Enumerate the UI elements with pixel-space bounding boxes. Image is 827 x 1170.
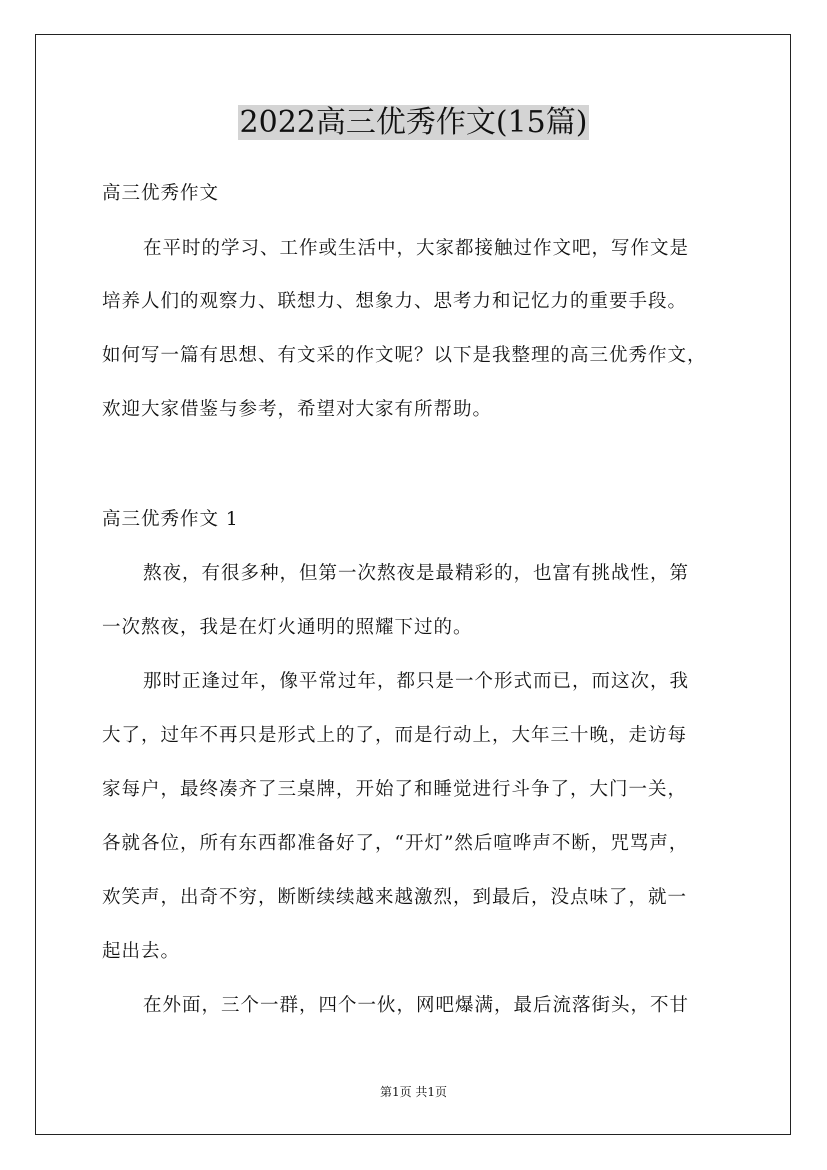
page-footer: 第1页 共1页 [379,1085,448,1099]
essay-line: 在外面，三个一群，四个一伙，网吧爆满，最后流落街头，不甘 [143,995,690,1016]
document-title [0,104,827,142]
document-title-text: 2022高三优秀作文(15篇) [239,105,588,140]
intro-line: 欢迎大家借鉴与参考，希望对大家有所帮助。 [102,399,493,420]
essay-line: 各就各位，所有东西都准备好了，“开灯”然后喧哗声不断，咒骂声， [102,833,689,854]
intro-line: 在平时的学习、工作或生活中，大家都接触过作文吧，写作文是 [143,238,690,259]
essay-line: 家每户，最终凑齐了三桌牌，开始了和睡觉进行斗争了，大门一关， [102,779,688,800]
essay-heading: 高三优秀作文 1 [102,509,239,530]
intro-line: 如何写一篇有思想、有文采的作文呢？以下是我整理的高三优秀作文， [102,345,707,366]
essay-line: 那时正逢过年，像平常过年，都只是一个形式而已，而这次，我 [143,671,690,692]
essay-line: 熬夜，有很多种，但第一次熬夜是最精彩的，也富有挑战性，第 [143,563,690,584]
essay-line: 大了，过年不再只是形式上的了，而是行动上，大年三十晚，走访每 [102,725,688,746]
essay-line: 一次熬夜，我是在灯火通明的照耀下过的。 [102,617,473,638]
essay-line: 欢笑声，出奇不穷，断断续续越来越激烈，到最后，没点味了，就一 [102,887,688,908]
intro-line: 培养人们的观察力、联想力、想象力、思考力和记忆力的重要手段。 [102,291,688,312]
section-heading: 高三优秀作文 [102,183,220,204]
essay-line: 起出去。 [102,941,181,962]
